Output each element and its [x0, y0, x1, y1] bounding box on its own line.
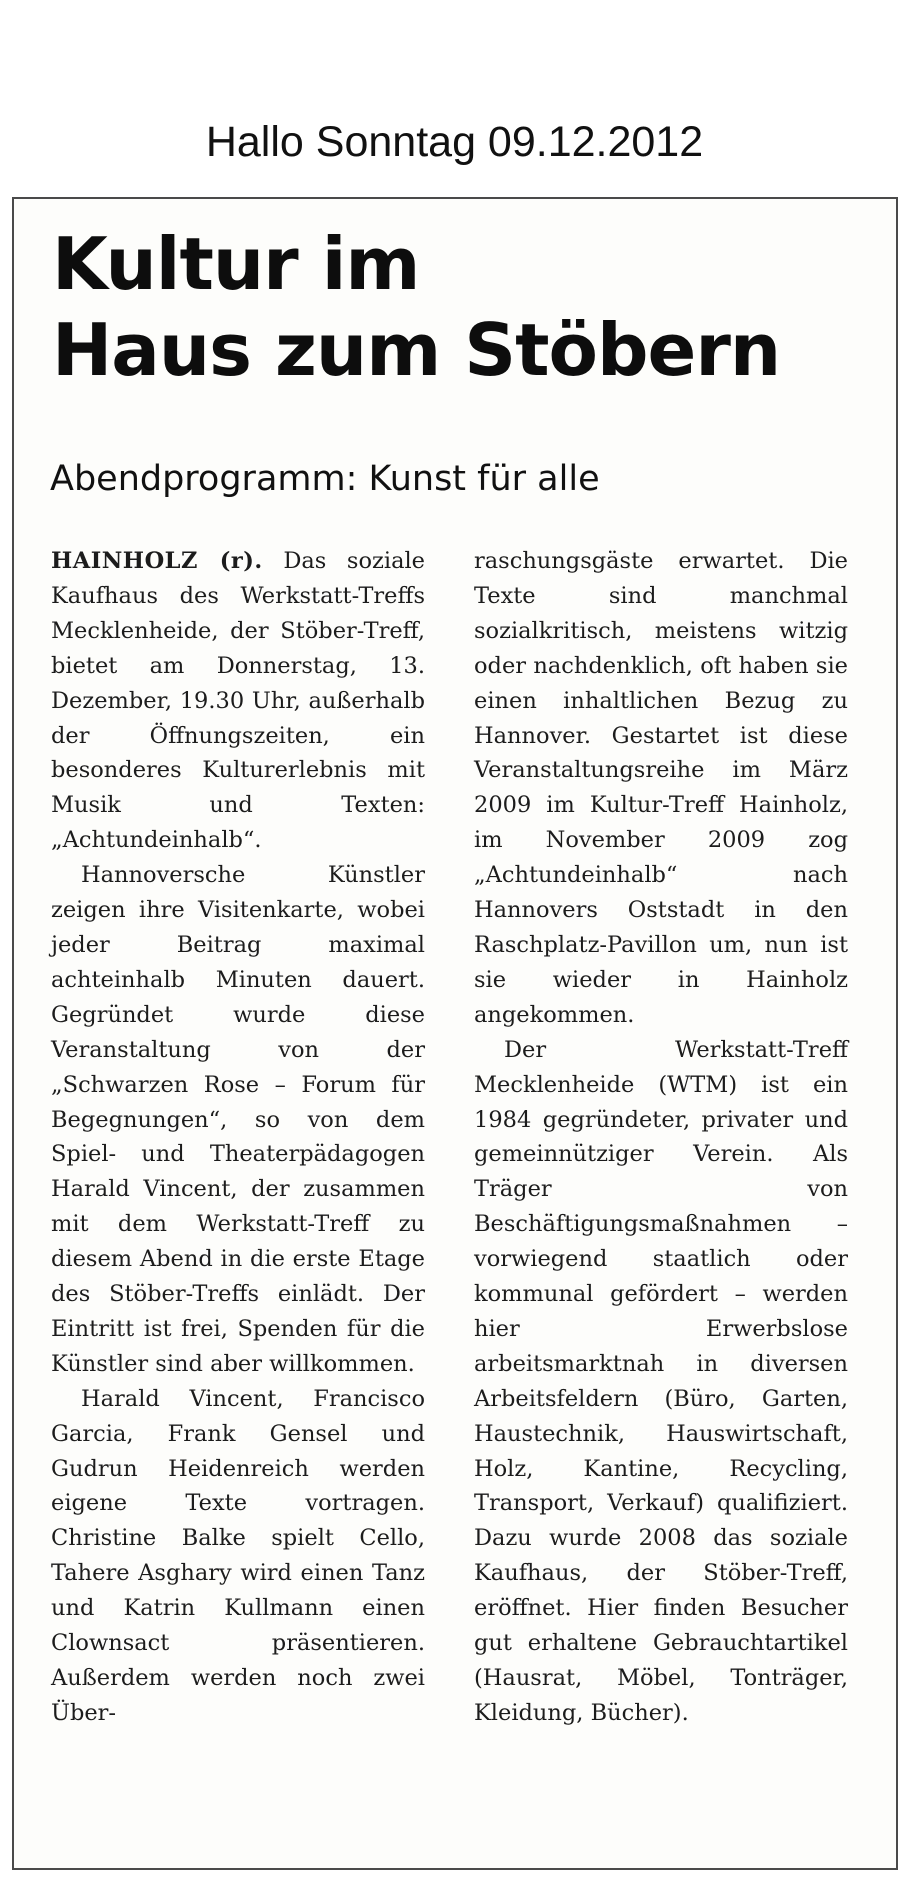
- headline-line-1: Kultur im: [52, 222, 420, 306]
- paragraph-1: [51, 544, 425, 858]
- headline-line-2: Haus zum Stöbern: [52, 308, 781, 392]
- newspaper-clipping: [12, 197, 898, 1870]
- source-publication-line: Hallo Sonntag 09.12.2012: [205, 118, 704, 166]
- paragraph-3: Harald Vincent, Francisco Garcia, Frank Gensel und Gudrun Heidenreich werden eigene Texte vortragen. Christine Balke spielt Cello, Tahere Asghary wird einen Tanz und Katrin Kullmann einen Clownsact präsentieren. Außerdem werden noch zwei Über-: [51, 1385, 425, 1726]
- article-headline: [52, 221, 780, 393]
- paragraph-4: raschungsgäste erwartet. Die Texte sind manchmal sozialkritisch, meistens witzig oder nachdenklich, oft haben sie einen inhaltlichen Bezug zu Hannover. Gestartet ist diese Veranstaltungsreihe im März 2009 im Kultur-Treff Hainholz, im November 2009 zog „Achtundeinhalb“ nach Hannovers Oststadt in den Raschplatz-Pavillon um, nun ist sie wieder in Hainholz angekommen.: [474, 548, 848, 1028]
- paragraph-5: Der Werkstatt-Treff Mecklenheide (WTM) ist ein 1984 gegründeter, privater und gemeinnütziger Verein. Als Träger von Beschäftigungsmaßnahmen – vorwiegend staatlich oder kommunal gefördert – werden hier Erwerbslose arbeitsmarktnah in diversen Arbeitsfeldern (Büro, Garten, Haustechnik, Hauswirtschaft, Holz, Kantine, Recycling, Transport, Verkauf) qualifiziert. Dazu wurde 2008 das soziale Kaufhaus, der Stöber-Treff, eröffnet. Hier finden Besucher gut erhaltene Gebrauchtartikel (Hausrat, Möbel, Tonträger, Kleidung, Bücher).: [474, 1036, 848, 1726]
- paragraph-2: Hannoversche Künstler zeigen ihre Visitenkarte, wobei jeder Beitrag maximal achteinhalb Minuten dauert. Gegründet wurde diese Veranstaltung von der „Schwarzen Rose – Forum für Begegnungen“, so von dem Spiel- und Theaterpädagogen Harald Vincent, der zusammen mit dem Werkstatt-Treff zu diesem Abend in die erste Etage des Stöber-Treffs einlädt. Der Eintritt ist frei, Spenden für die Künstler sind aber willkommen.: [51, 862, 425, 1377]
- paragraph-1-text: Das soziale Kaufhaus des Werkstatt-Treffs Mecklenheide, der Stöber-Treff, bietet am Donnerstag, 13. Dezember, 19.30 Uhr, außerhalb der Öffnungszeiten, ein besonderes Kulturerlebnis mit Musik und Texten: „Achtundeinhalb“.: [51, 548, 425, 854]
- dateline: HAINHOLZ (r).: [51, 548, 263, 574]
- article-subheadline: Abendprogramm: Kunst für alle: [50, 459, 600, 499]
- article-column-right: [474, 544, 848, 1731]
- article-column-left: [51, 544, 425, 1731]
